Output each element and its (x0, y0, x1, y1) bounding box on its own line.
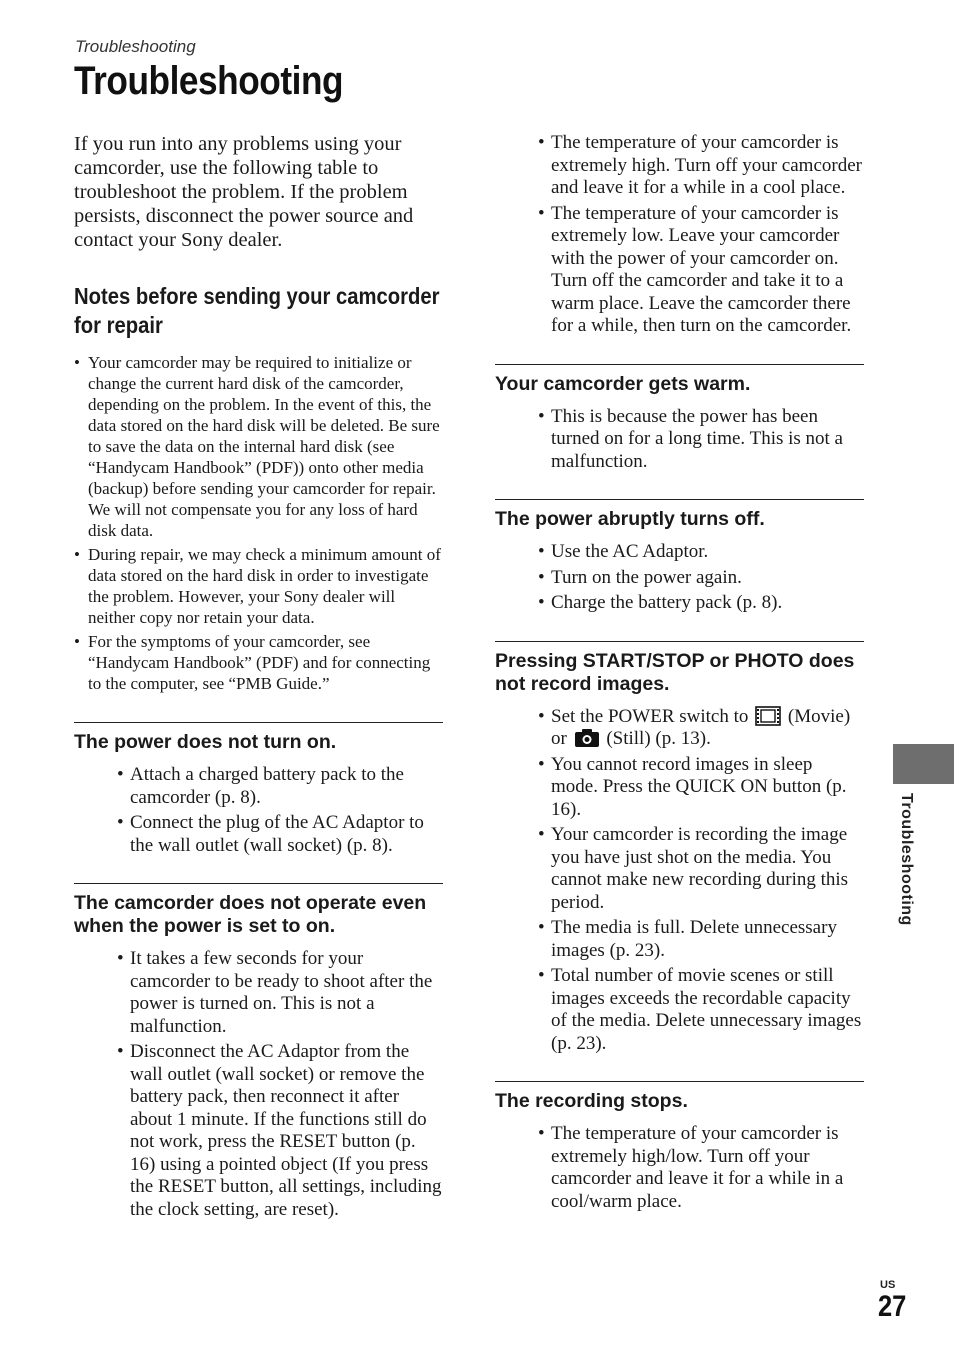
section-gets-warm (495, 364, 864, 474)
list-item: • Total number of movie scenes or still images exceeds the recordable capacity of the media. Delete unnecessary images (p. 23). (495, 965, 864, 1055)
chapter-tab (893, 744, 954, 784)
section-items (495, 706, 864, 1056)
list-item: • You cannot record images in sleep mode. Press the QUICK ON button (p. 16). (495, 754, 864, 822)
right-column (495, 132, 864, 1216)
left-column (74, 132, 443, 1224)
section-power-not-on (74, 722, 443, 857)
list-item: • It takes a few seconds for your camcorder to be ready to shoot after the power is turned on. This is not a malfunction. (74, 948, 443, 1038)
page-title: Troubleshooting (74, 59, 344, 103)
section-title: Your camcorder gets warm. (495, 372, 751, 395)
list-item: • During repair, we may check a minimum amount of data stored on the hard disk in order to investigate the problem. However, your Sony dealer will neither copy nor retain your data. (74, 544, 443, 628)
list-item: • Attach a charged battery pack to the camcorder (p. 8). (74, 764, 443, 809)
list-item: • The temperature of your camcorder is extremely high. Turn off your camcorder and leave it for a while in a cool place. (495, 132, 864, 200)
section-recording-stops (495, 1081, 864, 1213)
list-item: • For the symptoms of your camcorder, see “Handycam Handbook” (PDF) and for connecting to the computer, see “PMB Guide.” (74, 631, 443, 694)
section-items (74, 948, 443, 1221)
intro-paragraph: If you run into any problems using your camcorder, use the following table to troubleshoot the problem. If the problem persists, disconnect the power source and contact your Sony dealer. (74, 133, 414, 251)
running-head: Troubleshooting (75, 37, 196, 56)
page-number: 27 (878, 1290, 907, 1323)
camera-icon (574, 728, 600, 748)
list-item: • Turn on the power again. (495, 567, 864, 590)
section-power-turns-off (495, 499, 864, 615)
list-item: • The media is full. Delete unnecessary images (p. 23). (495, 917, 864, 962)
section-items (495, 1123, 864, 1213)
section-title: Pressing START/STOP or PHOTO does not record images. (495, 649, 855, 695)
section-items (74, 764, 443, 857)
list-item: • Connect the plug of the AC Adaptor to the wall outlet (wall socket) (p. 8). (74, 812, 443, 857)
list-item: • This is because the power has been turned on for a long time. This is not a malfunction. (495, 406, 864, 474)
section-title: The camcorder does not operate even when the power is set to on. (74, 892, 427, 937)
notes-heading: Notes before sending your camcorder for repair (74, 283, 440, 338)
page-region-code: US (880, 1279, 896, 1291)
section-not-operate (74, 883, 443, 1221)
movie-mode-text: (Movie) or (551, 705, 851, 749)
section-title: The power does not turn on. (74, 731, 337, 753)
list-item: • Your camcorder may be required to initialize or change the current hard disk of the camcorder, depending on the problem. In the event of this, the data stored on the hard disk will be deleted. Be sure to save the data on the internal hard disk (see “Handycam Handbook” (PDF)) onto other media (backup) before sending your camcorder for repair. We will not compensate you for any loss of hard disk data. (74, 352, 443, 541)
temperature-items (495, 132, 864, 338)
section-title: The power abruptly turns off. (495, 508, 765, 530)
list-item (495, 706, 864, 751)
movie-icon (755, 706, 781, 726)
list-item: • Charge the battery pack (p. 8). (495, 592, 864, 615)
notes-list (74, 352, 443, 694)
list-item: • Disconnect the AC Adaptor from the wall outlet (wall socket) or remove the battery pack, then reconnect it after about 1 minute. If the functions still do not work, press the RESET button (p. 16) using a pointed object (If you press the RESET button, all settings, including the clock setting, are reset). (74, 1041, 443, 1221)
list-item: • The temperature of your camcorder is extremely high/low. Turn off your camcorder and leave it for a while in a cool/warm place. (495, 1123, 864, 1213)
section-title: The recording stops. (495, 1090, 688, 1112)
list-item: • The temperature of your camcorder is extremely low. Leave your camcorder with the power of your camcorder on. Turn off the camcorder and take it to a warm place. Leave the camcorder there for a while, then turn on the camcorder. (495, 203, 864, 338)
power-switch-text: Set the POWER switch to (551, 705, 749, 727)
list-item: • Your camcorder is recording the image you have just shot on the media. You cannot make new recording during this period. (495, 824, 864, 914)
still-mode-text: (Still) (p. 13). (606, 728, 711, 749)
list-item: • Use the AC Adaptor. (495, 541, 864, 564)
section-items (495, 406, 864, 474)
chapter-tab-label: Troubleshooting (898, 793, 915, 926)
section-items (495, 541, 864, 615)
section-does-not-record (495, 641, 864, 1056)
